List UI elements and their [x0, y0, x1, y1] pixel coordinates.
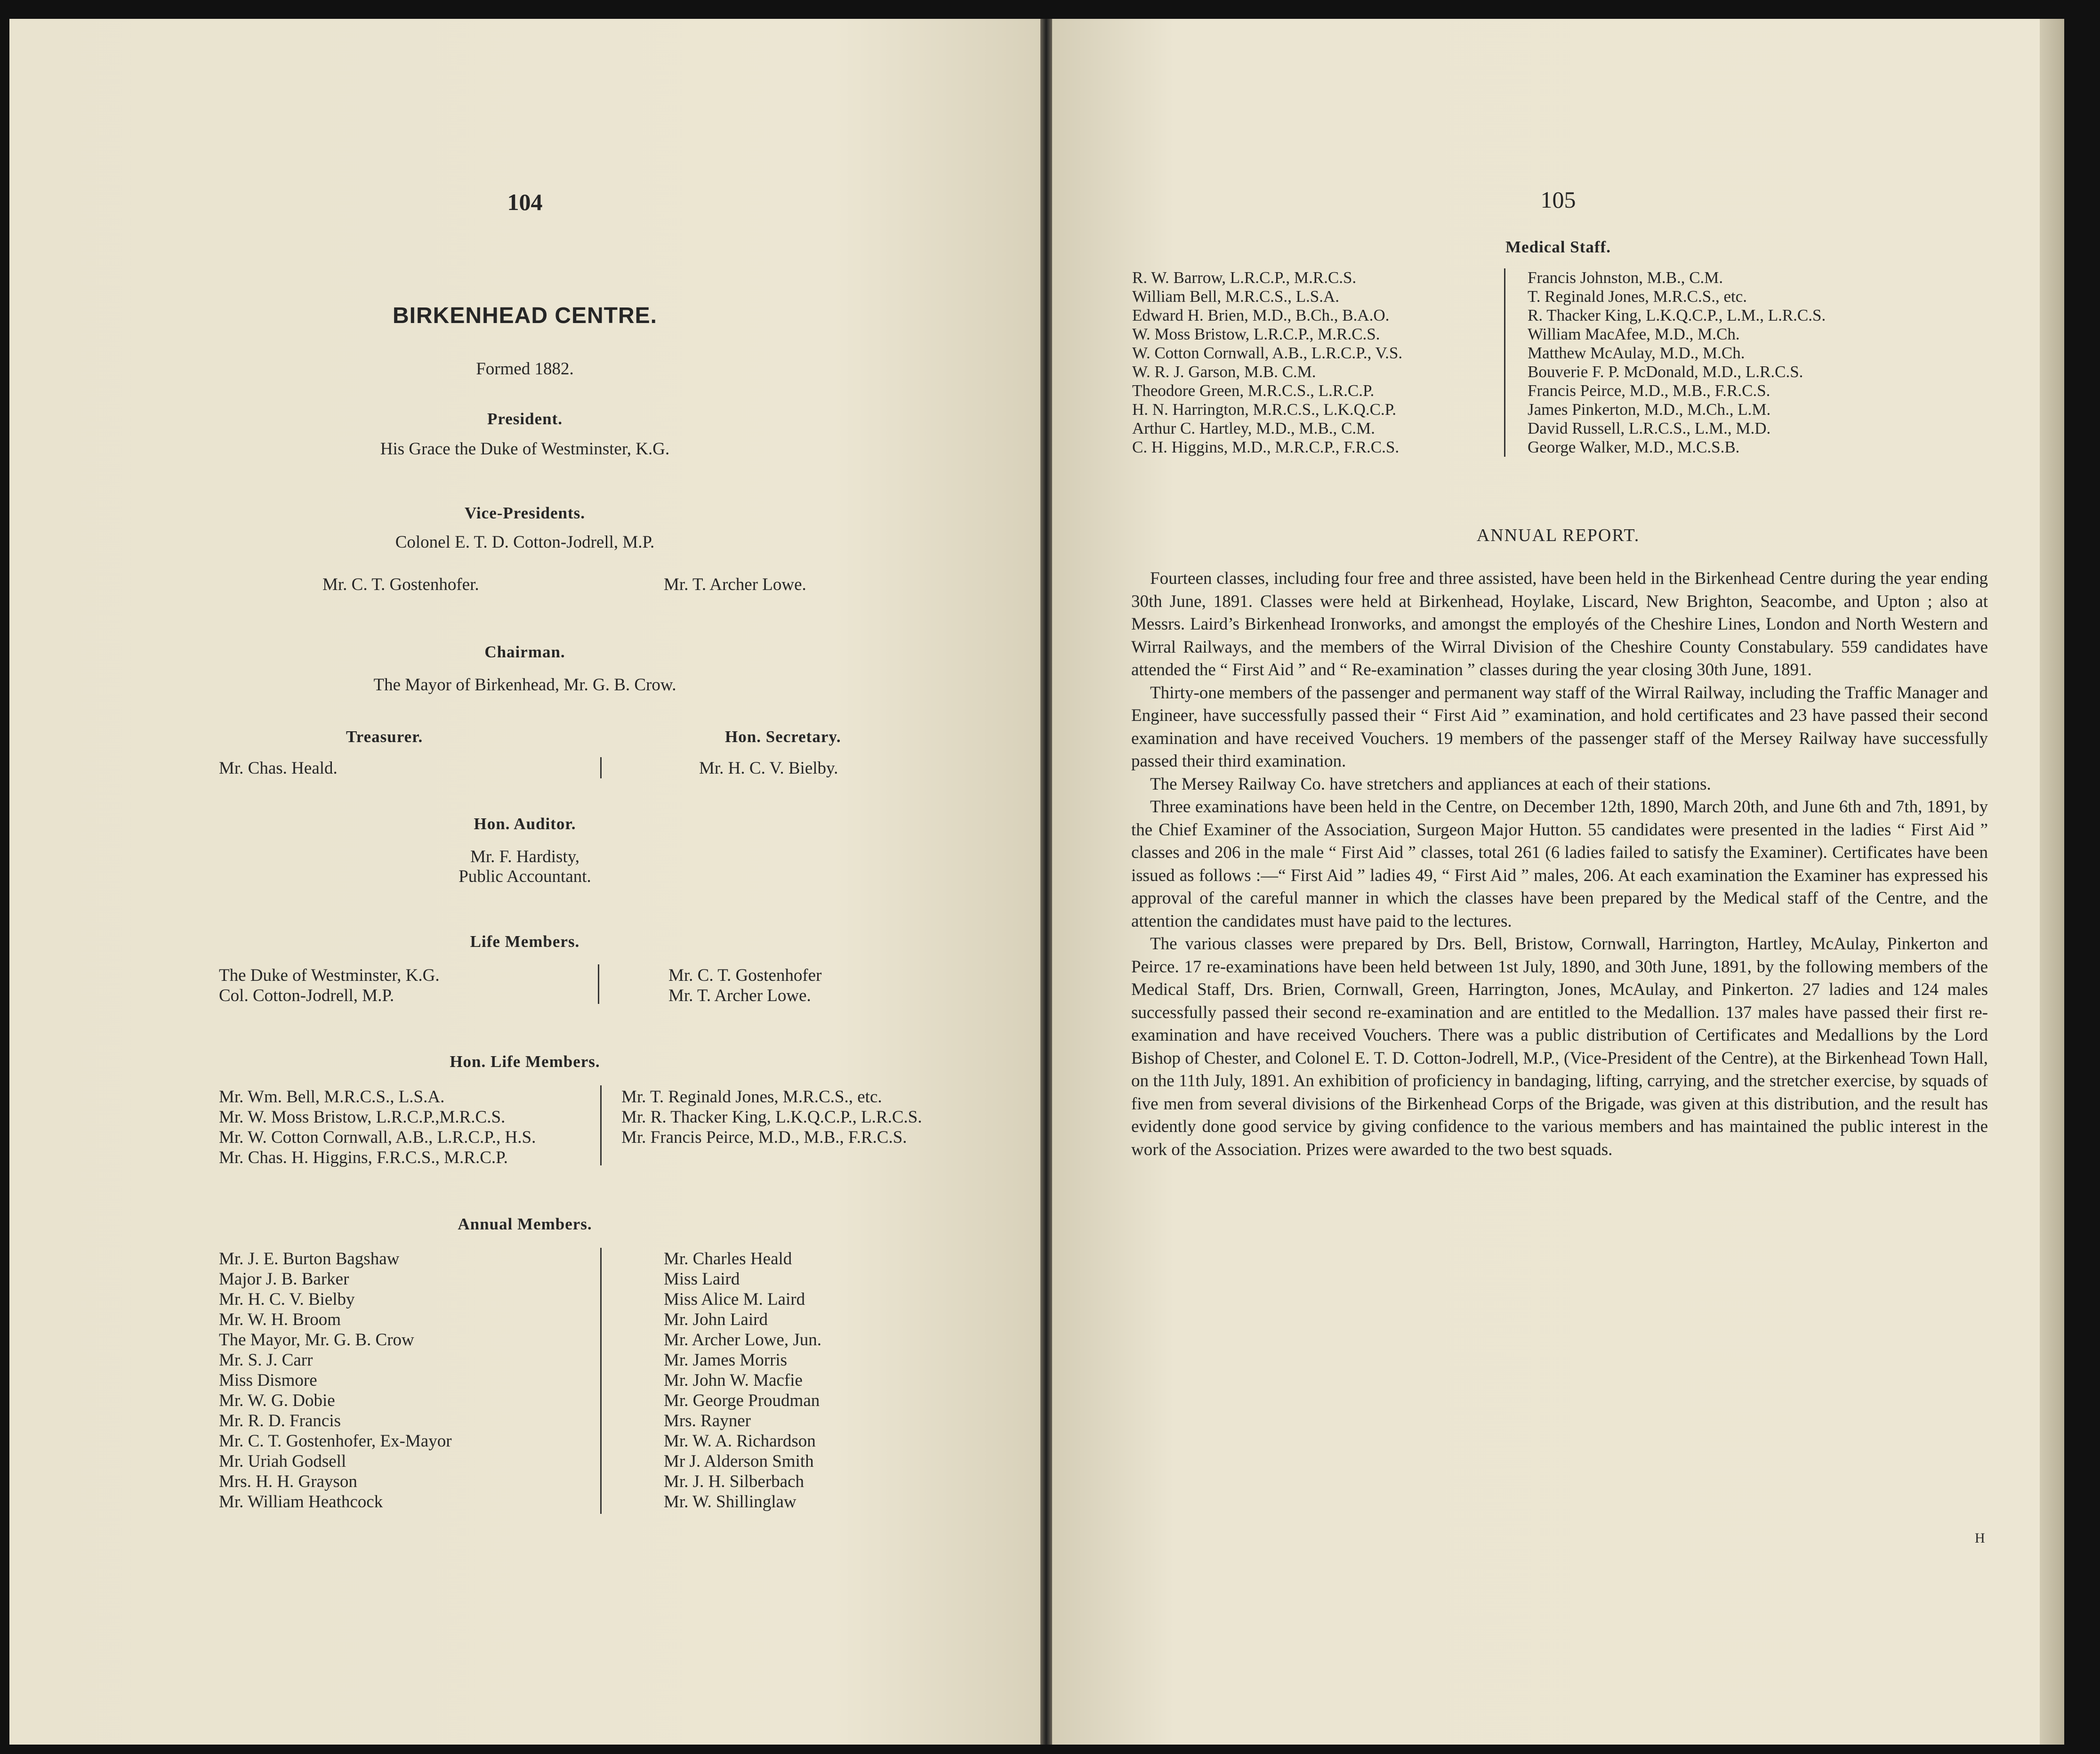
signature-mark: H — [1975, 1530, 1985, 1546]
hon-life-members-right — [621, 1087, 922, 1148]
medical-staff-member: Arthur C. Hartley, M.D., M.B., C.M. — [1132, 419, 1375, 437]
medical-staff-member: James Pinkerton, M.D., M.Ch., L.M. — [1528, 400, 1771, 419]
vice-presidents-heading: Vice-Presidents. — [464, 504, 586, 522]
vice-president-main: Colonel E. T. D. Cotton-Jodrell, M.P. — [395, 533, 655, 552]
medical-staff-member: R. W. Barrow, L.R.C.P., M.R.C.S. — [1132, 268, 1357, 287]
annual-member: Mr. John Laird — [664, 1310, 768, 1329]
life-members-right — [668, 965, 821, 1006]
page-edge — [2040, 19, 2064, 1745]
report-paragraph: The Mersey Railway Co. have stretchers and appliances at each of their stations. — [1150, 774, 1711, 794]
hon-life-member: Mr. W. Moss Bristow, L.R.C.P.,M.R.C.S. — [219, 1107, 506, 1127]
annual-member: Mr. S. J. Carr — [219, 1350, 313, 1370]
annual-members-left — [219, 1249, 452, 1512]
annual-member: Mr. Uriah Godsell — [219, 1452, 346, 1471]
medical-staff-member: Francis Peirce, M.D., M.B., F.R.C.S. — [1528, 381, 1770, 400]
medical-staff-member: R. Thacker King, L.K.Q.C.P., L.M., L.R.C.S. — [1528, 306, 1826, 324]
centre-title: BIRKENHEAD CENTRE. — [392, 303, 658, 328]
medical-staff-member: C. H. Higgins, M.D., M.R.C.P., F.R.C.S. — [1132, 438, 1400, 456]
treasurer-name: Mr. Chas. Heald. — [219, 759, 338, 778]
annual-member: Miss Dismore — [219, 1371, 317, 1390]
annual-members-right — [664, 1249, 821, 1512]
divider — [600, 1248, 602, 1514]
auditor-title: Public Accountant. — [459, 867, 591, 886]
hon-life-members-heading: Hon. Life Members. — [450, 1052, 600, 1071]
life-member: The Duke of Westminster, K.G. — [219, 966, 440, 985]
annual-member: Mr. Charles Heald — [664, 1249, 792, 1269]
chairman-heading: Chairman. — [484, 643, 565, 661]
annual-member: Mr. C. T. Gostenhofer, Ex-Mayor — [219, 1431, 452, 1451]
annual-member: Mr. H. C. V. Bielby — [219, 1290, 355, 1309]
vice-president-left: Mr. C. T. Gostenhofer. — [322, 575, 479, 594]
divider — [600, 757, 602, 778]
annual-member: Mr. W. H. Broom — [219, 1310, 341, 1329]
annual-member: Mr. J. H. Silberbach — [664, 1472, 805, 1491]
annual-member: Mrs. Rayner — [664, 1411, 751, 1431]
secretary-name: Mr. H. C. V. Bielby. — [699, 759, 838, 778]
annual-member: Major J. B. Barker — [219, 1269, 349, 1289]
page-number: 104 — [507, 189, 543, 215]
report-paragraph: Thirty-one members of the passenger and permanent way staff of the Wirral Railway, including the Traffic Manager and Engineer, have successfully passed their “ First Aid ” examination, and hold certificates and 23 have passed their second examination and have received Vouchers. 19 members of the passenger staff of the Mersey Railway have successfully passed their third examination. — [1131, 683, 1988, 771]
divider — [1504, 268, 1505, 457]
annual-member: Mrs. H. H. Grayson — [219, 1472, 357, 1491]
medical-staff-member: W. Cotton Cornwall, A.B., L.R.C.P., V.S. — [1132, 344, 1403, 362]
medical-staff-member: H. N. Harrington, M.R.C.S., L.K.Q.C.P. — [1132, 400, 1397, 419]
medical-staff-member: W. Moss Bristow, L.R.C.P., M.R.C.S. — [1132, 325, 1380, 343]
right-page — [1052, 19, 2064, 1745]
hon-life-member: Mr. W. Cotton Cornwall, A.B., L.R.C.P., H.S. — [219, 1128, 536, 1147]
auditor-name: Mr. F. Hardisty, — [470, 847, 580, 866]
book-spine — [1040, 19, 1052, 1745]
annual-member: Mr. Archer Lowe, Jun. — [664, 1330, 821, 1350]
medical-staff-member: T. Reginald Jones, M.R.C.S., etc. — [1528, 287, 1747, 306]
medical-staff-member: Matthew McAulay, M.D., M.Ch. — [1528, 344, 1745, 362]
life-members-left — [219, 965, 440, 1006]
hon-life-member: Mr. Wm. Bell, M.R.C.S., L.S.A. — [219, 1087, 445, 1107]
annual-member: Mr. R. D. Francis — [219, 1411, 341, 1431]
treasurer-heading: Treasurer. — [346, 727, 423, 746]
annual-report-heading: ANNUAL REPORT. — [1476, 525, 1640, 545]
left-page — [9, 19, 1040, 1745]
annual-member: Mr. W. Shillinglaw — [664, 1492, 797, 1512]
president-heading: President. — [487, 410, 563, 428]
divider — [600, 1085, 602, 1165]
annual-member: Mr. George Proudman — [664, 1391, 820, 1410]
hon-life-member: Mr. T. Reginald Jones, M.R.C.S., etc. — [621, 1087, 882, 1107]
hon-life-member: Mr. Francis Peirce, M.D., M.B., F.R.C.S. — [621, 1128, 907, 1147]
medical-staff-member: David Russell, L.R.C.S., L.M., M.D. — [1528, 419, 1771, 437]
annual-member: Mr. John W. Macfie — [664, 1371, 803, 1390]
annual-member: Mr. William Heathcock — [219, 1492, 383, 1512]
medical-staff-left — [1132, 268, 1402, 457]
report-paragraph: The various classes were prepared by Drs. Bell, Bristow, Cornwall, Harrington, Hartley, McAulay, Pinkerton and Peirce. 17 re-examinations have been held between 1st July, 1890, and 30th June, 1891, by the following members of the Medical Staff, Drs. Brien, Cornwall, Green, Harrington, Jones, McAulay, and Pinkerton. 27 ladies and 124 males successfully passed their second re-examination and are entitled to the Medallion. 137 males have passed their first re-examination and have received Vouchers. There was a public distribution of Certificates and Medallions by the Lord Bishop of Chester, and Colonel E. T. D. Cotton-Jodrell, M.P., (Vice-President of the Centre), at the Birkenhead Town Hall, on the 11th July, 1891. An exhibition of proficiency in bandaging, lifting, carrying, and the stretcher exercise, by squads of five men from several divisions of the Birkenhead Corps of the Brigade, was given at this distribution, and the result has evidently done good service by giving confidence to the various members and has maintained the public interest in the work of the Association. Prizes were awarded to the two best squads. — [1131, 934, 1988, 1159]
president-name: His Grace the Duke of Westminster, K.G. — [380, 439, 670, 459]
medical-staff-member: Bouverie F. P. McDonald, M.D., L.R.C.S. — [1528, 363, 1803, 381]
medical-staff-member: Edward H. Brien, M.D., B.Ch., B.A.O. — [1132, 306, 1390, 324]
annual-member: Miss Alice M. Laird — [664, 1290, 805, 1309]
page-number: 105 — [1540, 186, 1576, 213]
life-member: Mr. T. Archer Lowe. — [668, 986, 811, 1005]
annual-members-heading: Annual Members. — [458, 1215, 592, 1233]
vice-president-right: Mr. T. Archer Lowe. — [664, 575, 806, 594]
hon-life-member: Mr. Chas. H. Higgins, F.R.C.S., M.R.C.P. — [219, 1148, 508, 1167]
annual-member: Mr. W. A. Richardson — [664, 1431, 816, 1451]
medical-staff-member: George Walker, M.D., M.C.S.B. — [1528, 438, 1740, 456]
medical-staff-member: Theodore Green, M.R.C.S., L.R.C.P. — [1132, 381, 1375, 400]
annual-member: Mr. James Morris — [664, 1350, 788, 1370]
hon-life-members-left — [219, 1087, 536, 1168]
medical-staff-member: William MacAfee, M.D., M.Ch. — [1528, 325, 1740, 343]
formed-line: Formed 1882. — [476, 359, 574, 379]
annual-member: Miss Laird — [664, 1269, 740, 1289]
life-members-heading: Life Members. — [470, 932, 580, 951]
life-member: Mr. C. T. Gostenhofer — [668, 966, 822, 985]
medical-staff-member: William Bell, M.R.C.S., L.S.A. — [1132, 287, 1340, 306]
divider — [598, 964, 599, 1004]
annual-report-body — [1131, 567, 1988, 1161]
medical-staff-member: W. R. J. Garson, M.B. C.M. — [1132, 363, 1316, 381]
medical-staff-heading: Medical Staff. — [1505, 238, 1611, 256]
report-paragraph: Fourteen classes, including four free and three assisted, have been held in the Birkenhead Centre during the year ending 30th June, 1891. Classes were held at Birkenhead, Hoylake, Liscard, New Brighton, Seacombe, and Upton ; also at Messrs. Laird’s Birkenhead Ironworks, and amongst the employés of the Cheshire Lines, London and North Western and Wirral Railways, and the members of the Wirral Division of the Cheshire County Constabulary. 559 candidates have attended the “ First Aid ” and “ Re-examination ” classes during the year closing 30th June, 1891. — [1131, 569, 1988, 679]
annual-member: The Mayor, Mr. G. B. Crow — [219, 1330, 414, 1350]
report-paragraph: Three examinations have been held in the Centre, on December 12th, 1890, March 20th, and June 6th and 7th, 1891, by the Chief Examiner of the Association, Surgeon Major Hutton. 55 candidates were presented in the ladies “ First Aid ” classes and 206 in the male “ First Aid ” classes, total 261 (6 ladies failed to satisfy the Examiner). Certificates have been issued as follows :—“ First Aid ” ladies 49, “ First Aid ” males, 206. At each examination the Examiner has expressed his approval of the careful manner in which the classes have been prepared by the Medical staff of the Centre, and the attention the candidates must have paid to the lectures. — [1131, 797, 1988, 931]
chairman-name: The Mayor of Birkenhead, Mr. G. B. Crow. — [373, 675, 676, 695]
auditor-heading: Hon. Auditor. — [474, 815, 576, 833]
annual-member: Mr J. Alderson Smith — [664, 1452, 814, 1471]
hon-life-member: Mr. R. Thacker King, L.K.Q.C.P., L.R.C.S. — [621, 1107, 922, 1127]
annual-member: Mr. J. E. Burton Bagshaw — [219, 1249, 400, 1269]
medical-staff-right — [1528, 268, 1826, 457]
medical-staff-member: Francis Johnston, M.B., C.M. — [1528, 268, 1723, 287]
life-member: Col. Cotton-Jodrell, M.P. — [219, 986, 394, 1005]
annual-member: Mr. W. G. Dobie — [219, 1391, 335, 1410]
secretary-heading: Hon. Secretary. — [725, 727, 841, 746]
